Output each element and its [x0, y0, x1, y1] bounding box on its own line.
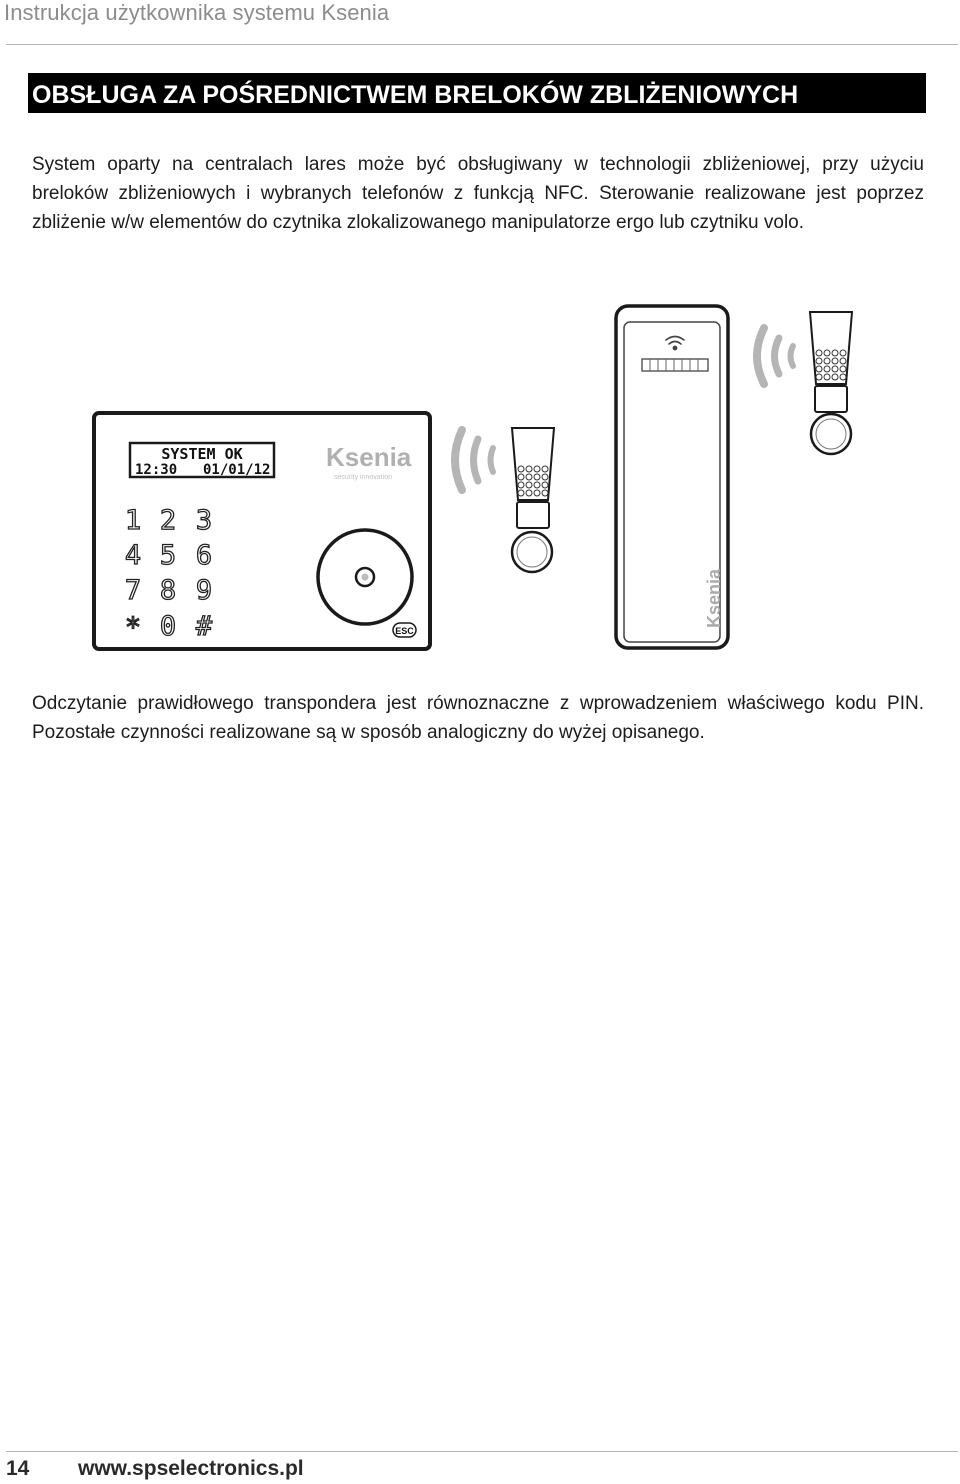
- intro-paragraph: System oparty na centralach lares może być obsługiwany w technologii zbliżeniowej, przy użyciu breloków zbliżeniowych i wybranych telefonów z funkcją NFC. Sterowanie realizowane jest poprzez zbliżenie w/w elementów do czytnika zlokalizowanego manipulatorze ergo lub czytniku volo.: [32, 154, 924, 233]
- key-1: 1: [124, 505, 142, 536]
- device-illustration: [80, 296, 880, 658]
- key-fob: [512, 428, 554, 572]
- page-number: 14: [6, 1457, 30, 1480]
- running-header-title: Instrukcja użytkownika systemu Ksenia: [4, 0, 390, 25]
- key-9: 9: [195, 575, 213, 606]
- volo-reader-device: [616, 306, 728, 648]
- display-time: 12:30: [135, 462, 178, 478]
- outro-paragraph: Odczytanie prawidłowego transpondera jest równoznaczne z wprowadzeniem właściwego kodu PIN. Pozostałe czynności realizowane są w sposób analogiczny do wyżej opisanego.: [32, 693, 924, 743]
- keypad-brand-tagline: security innovation: [334, 474, 392, 481]
- key-0: 0: [159, 611, 177, 642]
- key-7: 7: [124, 575, 142, 606]
- key-2: 2: [159, 505, 177, 536]
- reader-brand-logo: Ksenia: [704, 568, 724, 628]
- key-hash: #: [195, 611, 213, 642]
- esc-key-label: ESC: [395, 626, 414, 636]
- key-5: 5: [159, 540, 177, 571]
- footer-rule: [6, 1451, 958, 1452]
- key-6: 6: [195, 540, 213, 571]
- key-8: 8: [159, 575, 177, 606]
- center-dot: [362, 574, 369, 581]
- keypad-device: [94, 413, 430, 649]
- key-3: 3: [195, 505, 213, 536]
- key-fob: [810, 312, 852, 454]
- key-star: *: [124, 612, 142, 643]
- display-date: 01/01/12: [203, 462, 271, 478]
- section-title: OBSŁUGA ZA POŚREDNICTWEM BRELOKÓW ZBLIŻENIOWYCH: [28, 73, 926, 113]
- key-4: 4: [124, 540, 142, 571]
- header-rule: [6, 44, 958, 45]
- keypad-brand-logo: Ksenia: [326, 442, 412, 472]
- signal-waves-icon: [757, 328, 793, 384]
- footer-website-link[interactable]: www.spselectronics.pl: [78, 1457, 304, 1480]
- display-status-text: SYSTEM OK: [161, 445, 243, 463]
- signal-waves-icon: [455, 430, 493, 490]
